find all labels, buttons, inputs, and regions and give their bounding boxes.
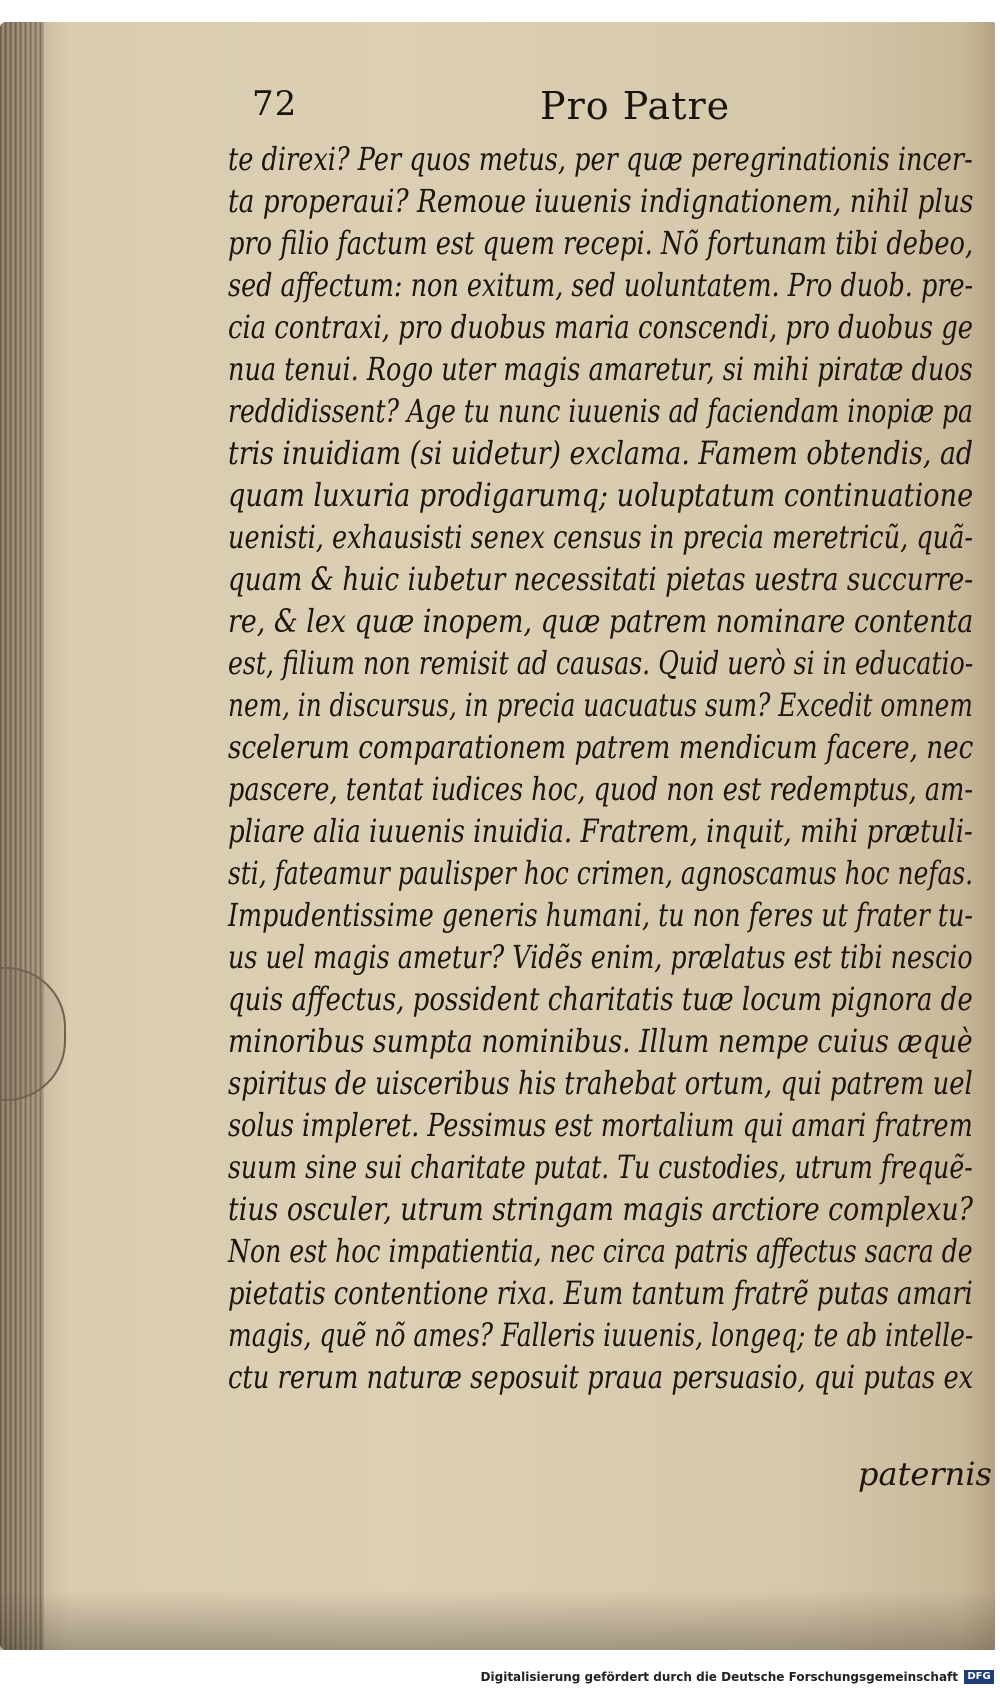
text-line: re, & lex quæ inopem, quæ patrem nominare contenta bbox=[228, 602, 974, 640]
page-edges bbox=[0, 22, 44, 1650]
text-line: us uel magis ametur? Vidẽs enim, prælatus est tibi nescio bbox=[228, 938, 973, 976]
text-line: magis, quẽ nõ ames? Falleris iuuenis, longeq; te ab intelle- bbox=[228, 1316, 974, 1354]
text-line: quis affectus, possident charitatis tuæ locum pignora de bbox=[228, 980, 973, 1018]
book-clasp bbox=[0, 967, 66, 1101]
text-line: nem, in discursus, in precia uacuatus sum? Excedit omnem bbox=[228, 686, 973, 724]
text-line: nua tenui. Rogo uter magis amaretur, si mihi piratæ duos bbox=[228, 350, 973, 388]
text-line: spiritus de uisceribus his trahebat ortum, qui patrem uel bbox=[228, 1064, 973, 1102]
text-line: pro filio factum est quem recepi. Nõ fortunam tibi debeo, bbox=[228, 224, 974, 262]
text-line: sti, fateamur paulisper hoc crimen, agnoscamus hoc nefas. bbox=[228, 854, 974, 892]
text-line: ctu rerum naturæ seposuit praua persuasio, qui putas ex bbox=[228, 1358, 974, 1396]
text-line: pietatis contentione rixa. Eum tantum fratrẽ putas amari bbox=[228, 1274, 973, 1312]
text-line: quam & huic iubetur necessitati pietas uestra succurre- bbox=[228, 560, 974, 598]
text-line: tris inuidiam (si uidetur) exclama. Famem obtendis, ad bbox=[228, 434, 974, 472]
text-line: uenisti, exhausisti senex census in precia meretricũ, quã- bbox=[228, 518, 973, 556]
text-line: minoribus sumpta nominibus. Illum nempe cuius æquè bbox=[228, 1022, 973, 1060]
text-line: pliare alia iuuenis inuidia. Fratrem, inquit, mihi prætuli- bbox=[228, 812, 973, 850]
text-line: te direxi? Per quos metus, per quæ peregrinationis incer- bbox=[228, 140, 973, 178]
text-line: ta properaui? Remoue iuuenis indignationem, nihil plus bbox=[228, 182, 974, 220]
page-number: 72 bbox=[252, 84, 298, 124]
text-line: Non est hoc impatientia, nec circa patris affectus sacra de bbox=[228, 1232, 973, 1270]
text-line: solus impleret. Pessimus est mortalium qui amari fratrem bbox=[228, 1106, 973, 1144]
running-head: Pro Patre bbox=[540, 84, 731, 128]
text-line: pascere, tentat iudices hoc, quod non est redemptus, am- bbox=[228, 770, 973, 808]
page-shadow bbox=[0, 1590, 995, 1650]
funding-credit: Digitalisierung gefördert durch die Deutsche Forschungsgemeinschaft bbox=[480, 1670, 958, 1684]
text-line: scelerum comparationem patrem mendicum facere, nec bbox=[228, 728, 974, 766]
text-line: suum sine sui charitate putat. Tu custodies, utrum frequẽ- bbox=[228, 1148, 973, 1186]
catchword: paternis bbox=[858, 1455, 992, 1493]
text-line: Impudentissime generis humani, tu non feres ut frater tu- bbox=[228, 896, 973, 934]
dfg-logo: DFG bbox=[964, 1670, 994, 1684]
text-line: reddidissent? Age tu nunc iuuenis ad faciendam inopiæ pa bbox=[228, 392, 973, 430]
text-line: est, filium non remisit ad causas. Quid uerò si in educatio- bbox=[228, 644, 974, 682]
text-line: tius osculer, utrum stringam magis arctiore complexu? bbox=[228, 1190, 973, 1228]
body-text bbox=[228, 138, 978, 1398]
text-line: quam luxuria prodigarumq; uoluptatum continuatione bbox=[228, 476, 974, 514]
footer-bar bbox=[0, 1668, 1000, 1688]
text-line: sed affectum: non exitum, sed uoluntatem. Pro duob. pre- bbox=[228, 266, 974, 304]
text-line: cia contraxi, pro duobus maria conscendi, pro duobus ge bbox=[228, 308, 973, 346]
